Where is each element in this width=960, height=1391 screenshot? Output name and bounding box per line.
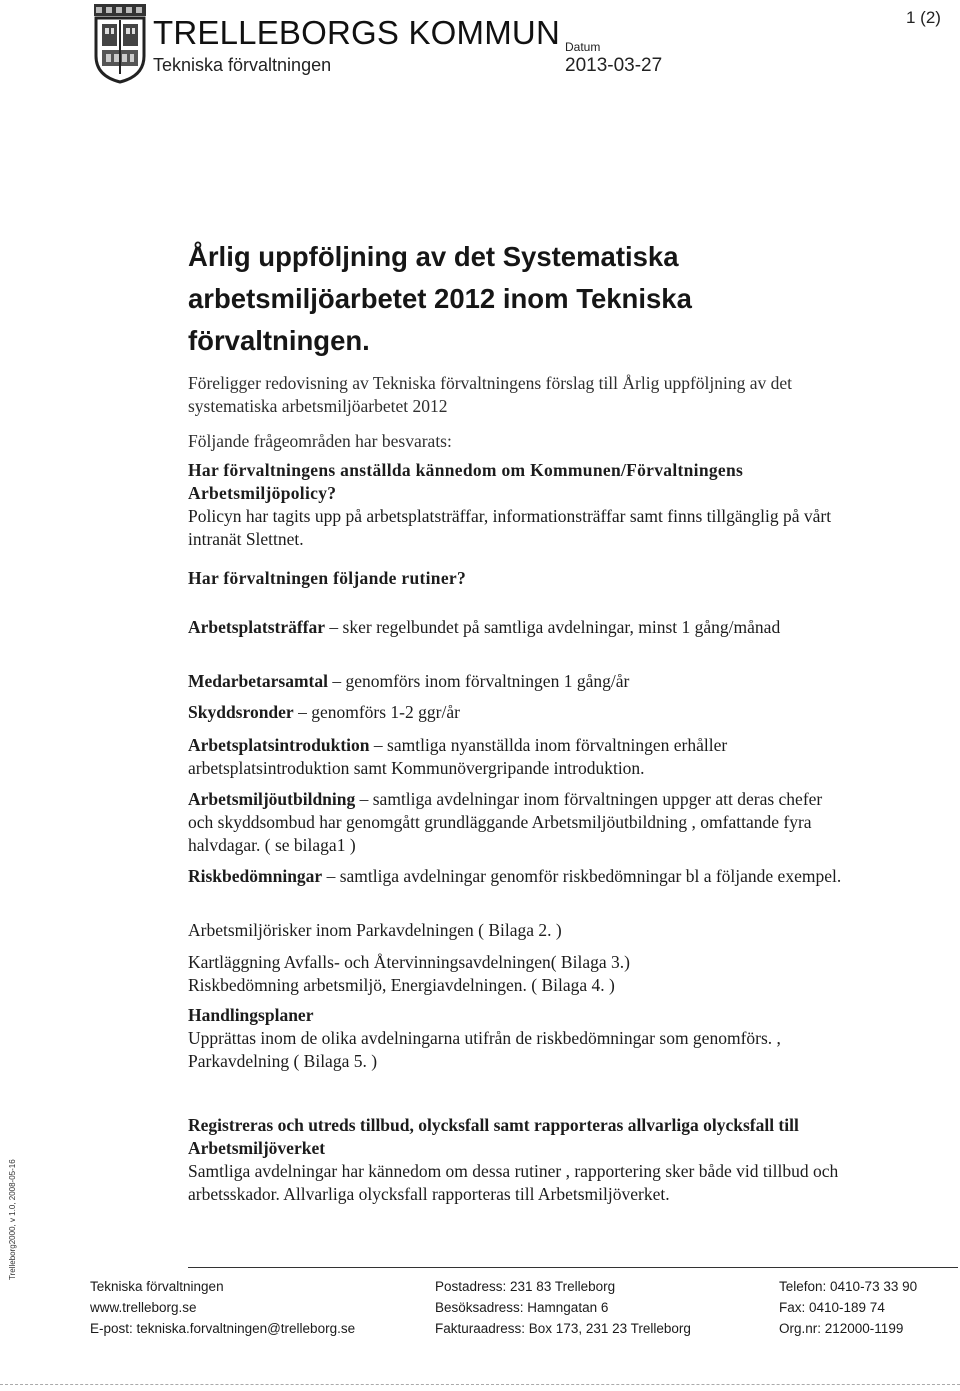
footer-website-link[interactable]: www.trelleborg.se bbox=[90, 1300, 197, 1315]
footer-column-department bbox=[90, 1276, 355, 1339]
routine-term: Medarbetarsamtal bbox=[188, 671, 328, 691]
risk-example: Riskbedömning arbetsmiljö, Energiavdelningen. ( Bilaga 4. ) bbox=[188, 975, 615, 995]
intro-paragraph: Föreligger redovisning av Tekniska förvaltningens förslag till Årlig uppföljning av det systematiska arbetsmiljöarbetet 2012 bbox=[188, 373, 793, 416]
incidents-heading: Registreras och utreds tillbud, olycksfall samt rapporteras allvarliga olycksfall till Arbetsmiljöverket bbox=[188, 1115, 799, 1158]
routine-text: – samtliga nyanställda inom förvaltningen erhåller arbetsplatsintroduktion samt Kommunövergripande introduktion. bbox=[188, 735, 728, 778]
routine-item bbox=[188, 701, 848, 724]
routine-text: – samtliga avdelningar inom förvaltningen uppger att deras chefer och skyddsombud har genomgått grundläggande Arbetsmiljöutbildning , omfattande fyra halvdagar. ( se bilaga1 ) bbox=[188, 789, 823, 855]
footer-column-contact bbox=[779, 1276, 917, 1339]
footer-fax: Fax: 0410-189 74 bbox=[779, 1300, 885, 1315]
scan-edge-line bbox=[0, 1384, 960, 1385]
routine-term: Arbetsmiljöutbildning bbox=[188, 789, 356, 809]
footer-column-addresses bbox=[435, 1276, 691, 1339]
routine-text: – samtliga avdelningar genomför riskbedömningar bl a följande exempel. bbox=[322, 866, 842, 886]
routine-text: – genomförs inom förvaltningen 1 gång/år bbox=[327, 671, 630, 691]
document-title: Årlig uppföljning av det Systematiska arbetsmiljöarbetet 2012 inom Tekniska förvaltningen. bbox=[188, 241, 692, 356]
risk-example: Arbetsmiljörisker inom Parkavdelningen ( Bilaga 2. ) bbox=[188, 920, 562, 940]
routine-item bbox=[188, 670, 848, 693]
footer-invoice-address: Fakturaadress: Box 173, 231 23 Trelleborg bbox=[435, 1321, 691, 1336]
footer-org-number: Org.nr: 212000-1199 bbox=[779, 1321, 904, 1336]
routine-term: Riskbedömningar bbox=[188, 866, 323, 886]
department-name: Tekniska förvaltningen bbox=[153, 55, 332, 75]
footer-department: Tekniska förvaltningen bbox=[90, 1279, 224, 1294]
routine-item bbox=[188, 865, 848, 888]
action-plans-heading: Handlingsplaner bbox=[188, 1005, 314, 1025]
date-value: 2013-03-27 bbox=[565, 55, 663, 76]
routine-term: Arbetsplatsträffar bbox=[188, 617, 326, 637]
date-label: Datum bbox=[565, 40, 601, 54]
coat-of-arms-logo bbox=[92, 4, 148, 84]
footer-postal-address: Postadress: 231 83 Trelleborg bbox=[435, 1279, 616, 1294]
template-version-note: Trelleborg2000, v 1.0, 2008-05-16 bbox=[8, 1159, 17, 1280]
footer-phone: Telefon: 0410-73 33 90 bbox=[779, 1279, 918, 1294]
routine-term: Skyddsronder bbox=[188, 702, 294, 722]
action-plans-text: Upprättas inom de olika avdelningarna utifrån de riskbedömningar som genomförs. , Parkavdelning ( Bilaga 5. ) bbox=[188, 1028, 781, 1071]
routine-item bbox=[188, 788, 848, 857]
incidents-text: Samtliga avdelningar har kännedom om dessa rutiner , rapportering sker både vid tillbud och arbetsskador. Allvarliga olycksfall rapporteras till Arbetsmiljöverket. bbox=[188, 1161, 839, 1204]
organization-name: TRELLEBORGS KOMMUN bbox=[153, 14, 560, 51]
routine-text: – genomförs 1-2 ggr/år bbox=[293, 702, 460, 722]
routine-item bbox=[188, 616, 848, 639]
footer-visiting-address: Besöksadress: Hamngatan 6 bbox=[435, 1300, 609, 1315]
question-routines: Har förvaltningen följande rutiner? bbox=[188, 568, 467, 588]
routine-item bbox=[188, 734, 848, 780]
routine-term: Arbetsplatsintroduktion bbox=[188, 735, 370, 755]
intro-answered-areas: Följande frågeområden har besvarats: bbox=[188, 431, 452, 451]
footer-divider bbox=[188, 1267, 958, 1268]
routine-text: – sker regelbundet på samtliga avdelningar, minst 1 gång/månad bbox=[325, 617, 781, 637]
footer-email-link[interactable]: E-post: tekniska.forvaltningen@trelleborg.se bbox=[90, 1321, 356, 1336]
question-policy: Har förvaltningens anställda kännedom om Kommunen/Förvaltningens Arbetsmiljöpolicy? bbox=[188, 460, 744, 503]
page-number: 1 (2) bbox=[906, 8, 941, 27]
answer-policy: Policyn har tagits upp på arbetsplatsträffar, informationsträffar samt finns tillgänglig på vårt intranät Slettnet. bbox=[188, 506, 832, 549]
risk-example: Kartläggning Avfalls- och Återvinningsavdelningen( Bilaga 3.) bbox=[188, 952, 630, 972]
